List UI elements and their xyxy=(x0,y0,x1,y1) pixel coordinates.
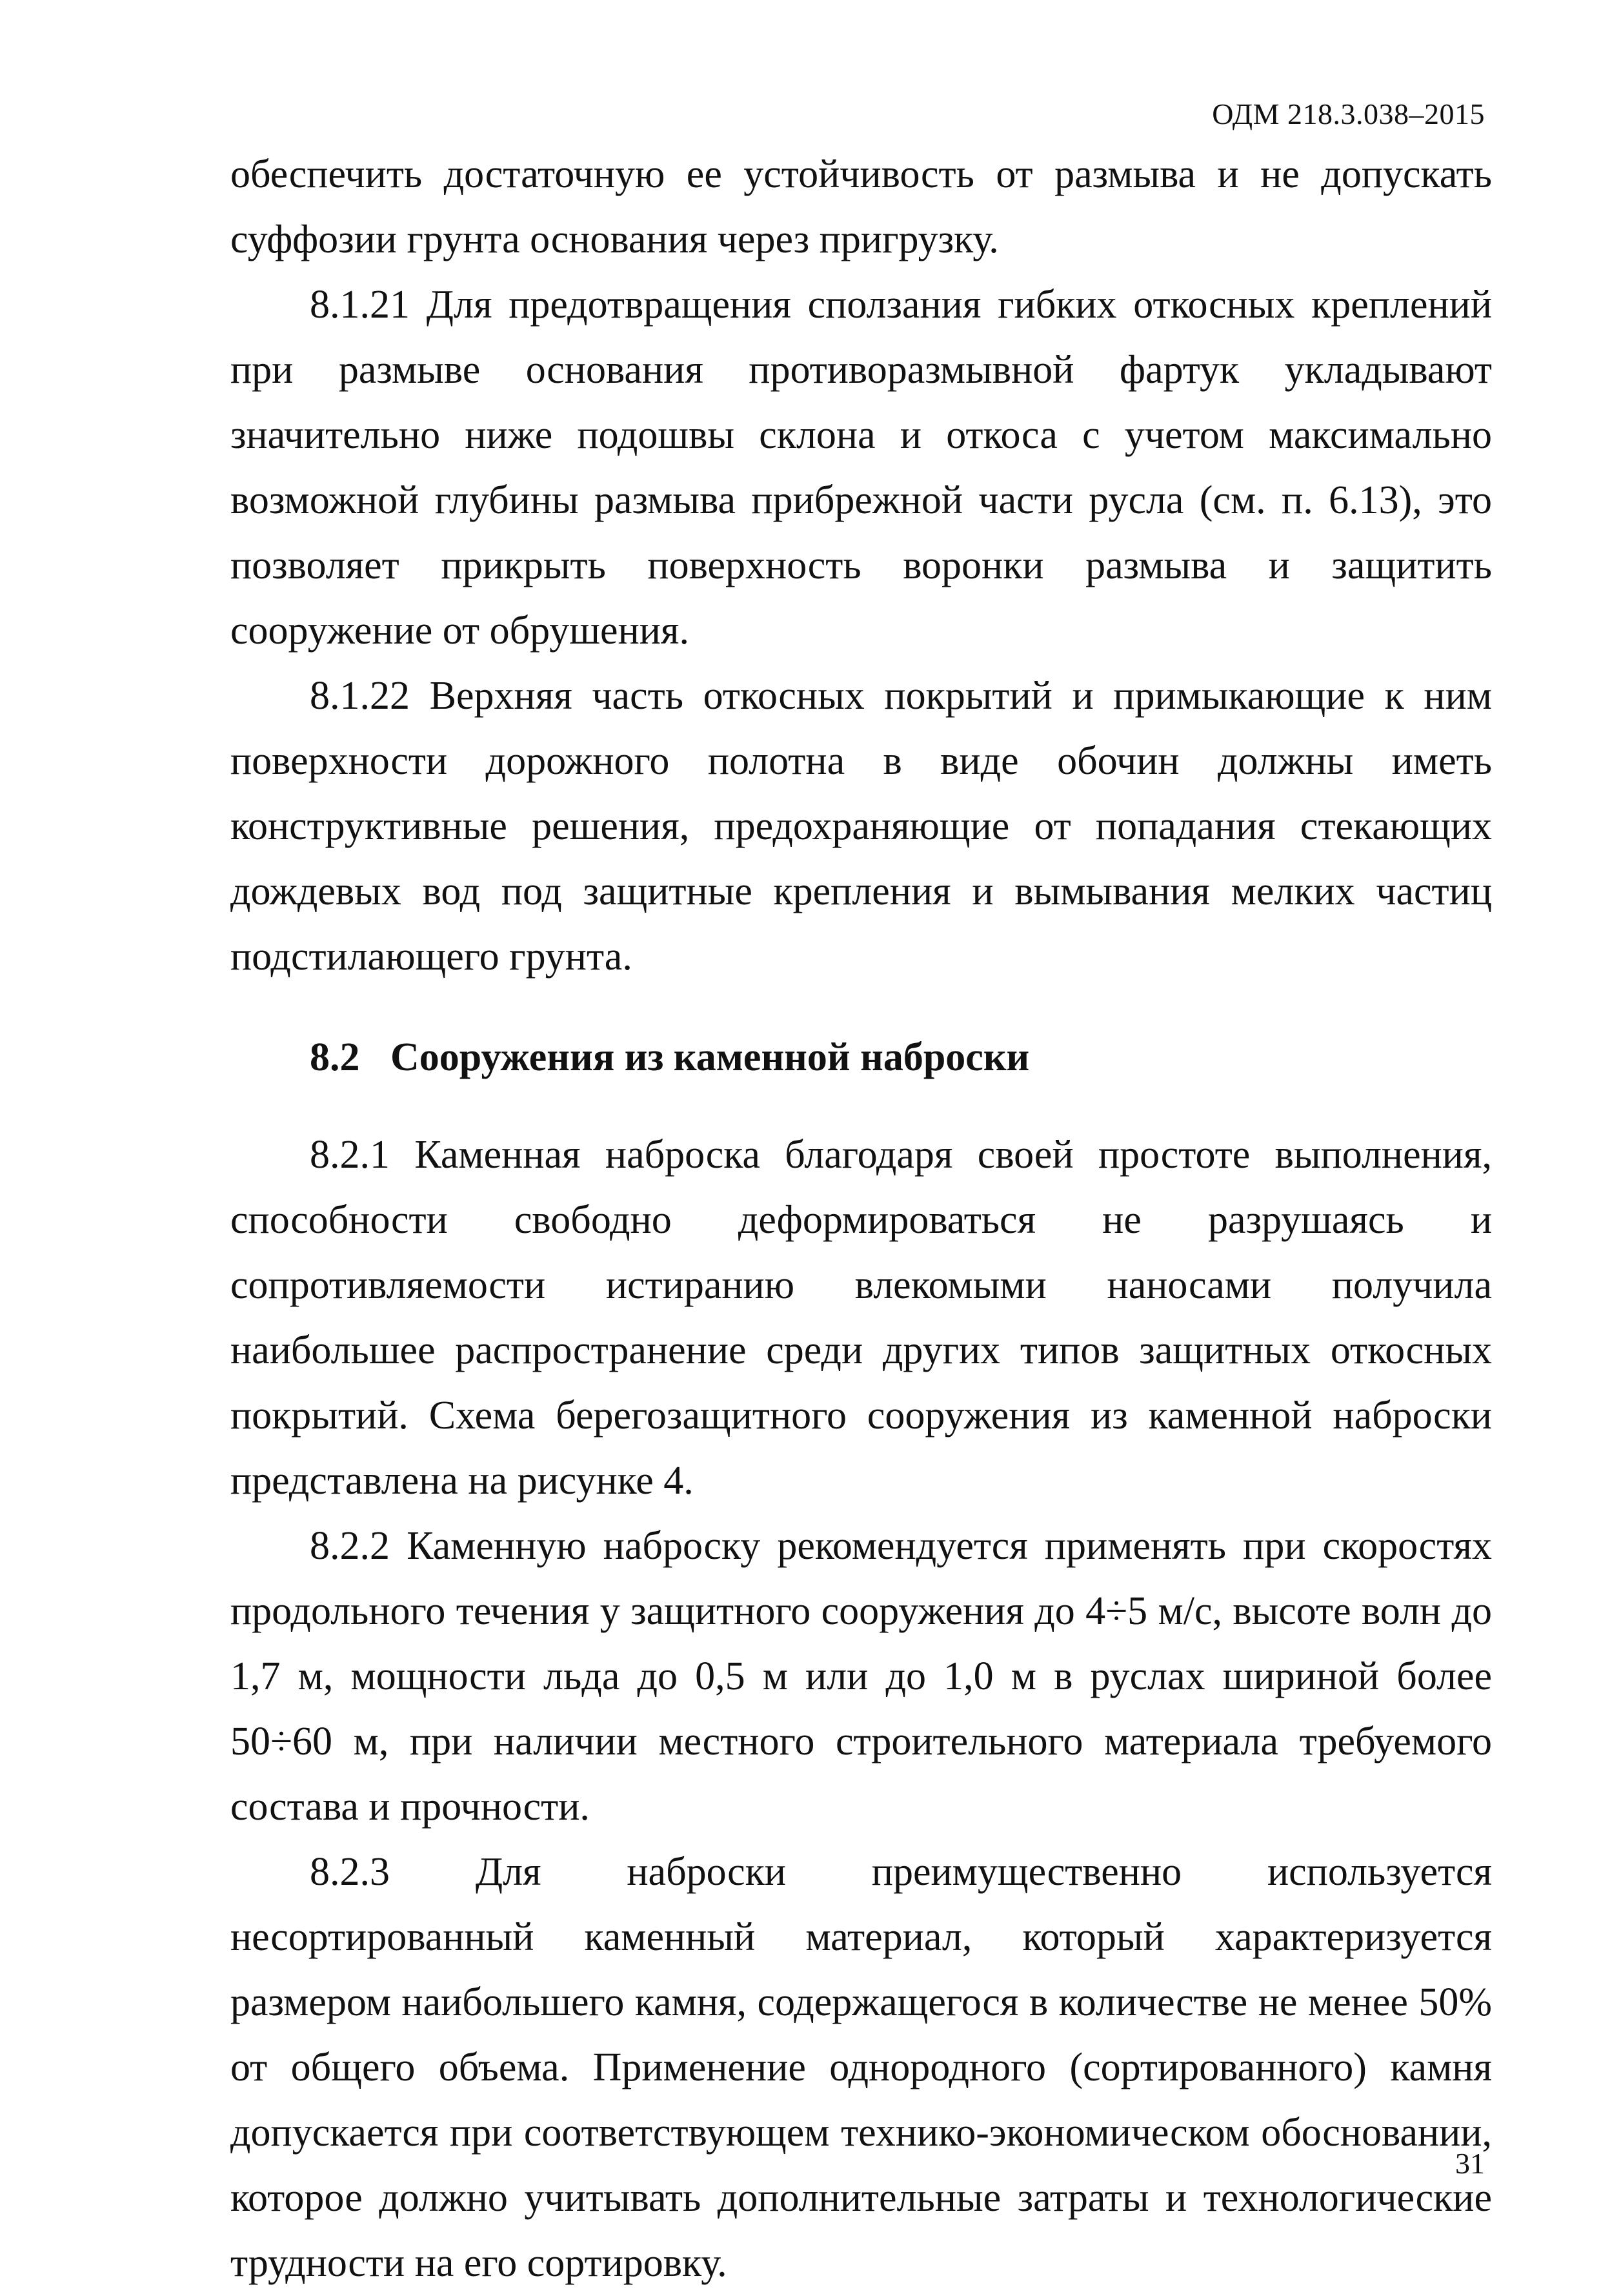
page-number: 31 xyxy=(1455,2147,1485,2180)
section-number: 8.2 xyxy=(310,1035,360,1079)
paragraph-8-2-3: 8.2.3 Для наброски преимущественно используется несортированный каменный материал, который характеризуется размером наибольшего камня, содержащегося в количестве не менее 50% от общего объема. Применение однородного (сортированного) камня допускается при соответствующем технико-экономическом обосновании, которое должно учитывать дополнительные затраты и технологические трудности на его сортировку. xyxy=(230,1850,1492,2285)
section-title: Сооружения из каменной наброски xyxy=(390,1035,1030,1079)
section-heading xyxy=(230,1025,1492,1090)
document-code: ОДМ 218.3.038–2015 xyxy=(1212,97,1485,130)
paragraph-8-1-21: 8.1.21 Для предотвращения сползания гибких откосных креплений при размыве основания противоразмывной фартук укладывают значительно ниже подошвы склона и откоса с учетом максимально возможной глубины размыва прибрежной части русла (см. п. 6.13), это позволяет прикрыть поверхность воронки размыва и защитить сооружение от обрушения. xyxy=(230,283,1492,653)
paragraph-continuation: обеспечить достаточную ее устойчивость от размыва и не допускать суффозии грунта основания через пригрузку. xyxy=(230,152,1492,261)
paragraph-8-2-1: 8.2.1 Каменная наброска благодаря своей простоте выполнения, способности свободно деформироваться не разрушаясь и сопротивляемости истиранию влекомыми наносами получила наибольшее распространение среди других типов защитных откосных покрытий. Схема берегозащитного сооружения из каменной наброски представлена на рисунке 4. xyxy=(230,1133,1492,1503)
paragraph-8-1-22: 8.1.22 Верхняя часть откосных покрытий и примыкающие к ним поверхности дорожного полотна в виде обочин должны иметь конструктивные решения, предохраняющие от попадания стекающих дождевых вод под защитные крепления и вымывания мелких частиц подстилающего грунта. xyxy=(230,674,1492,979)
page-body xyxy=(230,142,1492,2296)
paragraph-8-2-2: 8.2.2 Каменную наброску рекомендуется применять при скоростях продольного течения у защитного сооружения до 4÷5 м/с, высоте волн до 1,7 м, мощности льда до 0,5 м или до 1,0 м в руслах шириной более 50÷60 м, при наличии местного строительного материала требуемого состава и прочности. xyxy=(230,1524,1492,1829)
